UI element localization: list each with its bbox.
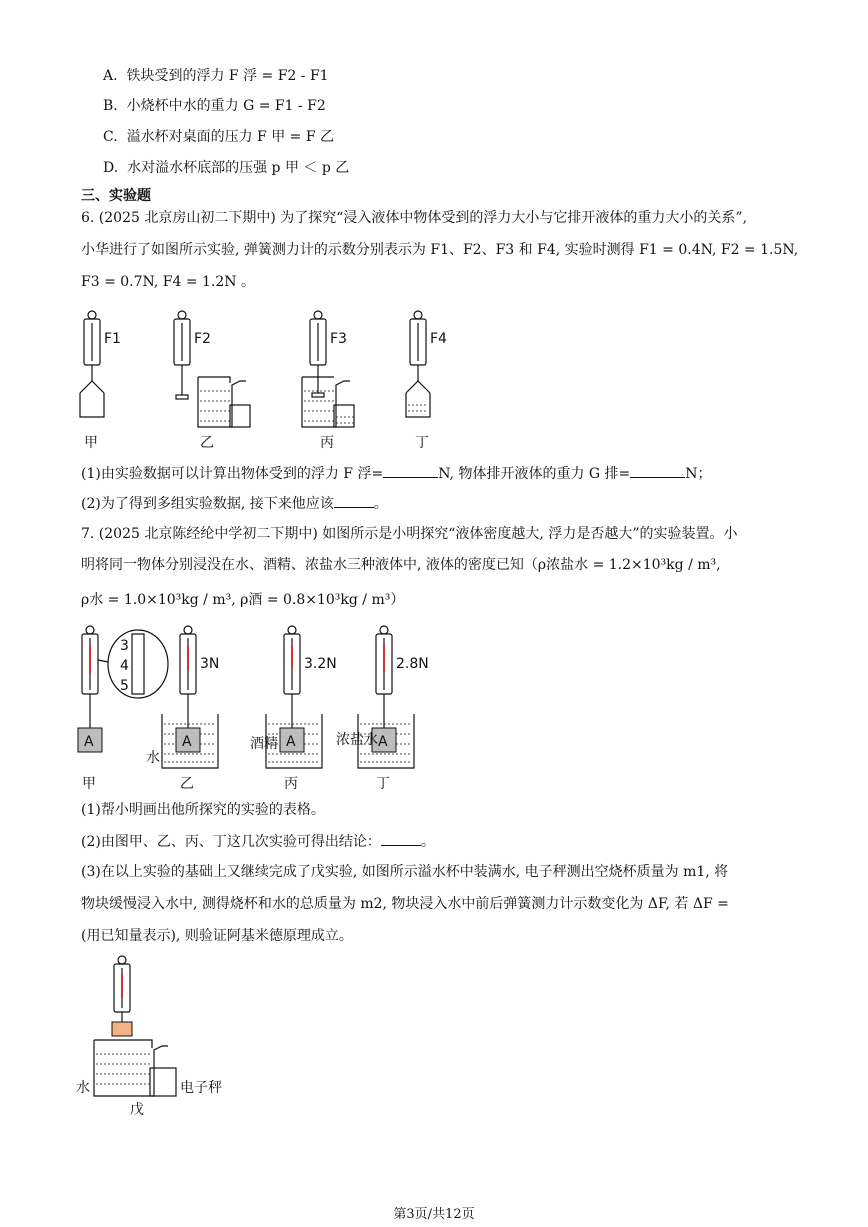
q7-sub3-line3: (用已知量表示), 则验证阿基米德原理成立。 <box>81 928 353 944</box>
q7-liquid-2: 酒精 <box>250 736 278 752</box>
q7-fig-label-2: 乙 <box>180 776 194 792</box>
q7-sub3-line1: (3)在以上实验的基础上又继续完成了戊实验, 如图所示溢水杯中装满水, 电子秤测出空烧杯质量为 m1, 将 <box>81 864 729 880</box>
q6-fig-label-3: 丙 <box>320 435 334 451</box>
q7-block-label-3: A <box>286 734 296 750</box>
q7-figure-wu <box>72 950 252 1120</box>
q6-line2: 小华进行了如图所示实验, 弹簧测力计的示数分别表示为 F1、F2、F3 和 F4, 实验时测得 F1 = 0.4N, F2 = 1.5N, <box>81 242 799 258</box>
q7-sub3-line2: 物块缓慢浸入水中, 测得烧杯和水的总质量为 m2, 物块浸入水中前后弹簧测力计示数变化为 ΔF, 若 ΔF = <box>81 896 729 912</box>
option-b: B. 小烧杯中水的重力 G = F1 - F2 <box>103 98 326 114</box>
q7-sub1: (1)帮小明画出他所探究的实验的表格。 <box>81 802 325 818</box>
q7-reading-1: 3N <box>200 656 220 672</box>
q6-fig-label-1: 甲 <box>84 435 98 451</box>
q7-block-label-1: A <box>84 734 94 750</box>
q7-line3: ρ水 = 1.0×10³kg / m³, ρ酒 = 0.8×10³kg / m³） <box>81 592 405 608</box>
q6-fig-label-2: 乙 <box>200 435 214 451</box>
q7-fig-label-4: 丁 <box>376 776 390 792</box>
q7-sub2: (2)由图甲、乙、丙、丁这几次实验可得出结论： 。 <box>81 834 435 850</box>
q7-figure <box>70 620 450 795</box>
q7-liquid-3: 浓盐水 <box>336 732 378 748</box>
q6-force-label-3: F3 <box>330 331 347 347</box>
option-c: C. 溢水杯对桌面的压力 F 甲 = F 乙 <box>103 129 334 145</box>
q7-reading-3: 2.8N <box>396 656 429 672</box>
q7-line1: 7. (2025 北京陈经纶中学初二下期中) 如图所示是小明探究“液体密度越大, 浮力是否越大”的实验装置。小 <box>81 526 738 542</box>
q7-scale-tick-5: 5 <box>120 678 129 694</box>
q7-line2: 明将同一物体分别浸没在水、酒精、浓盐水三种液体中, 液体的密度已知（ρ浓盐水 = 1.2×10³kg / m³, <box>81 557 721 573</box>
q6-sub2: (2)为了得到多组实验数据, 接下来他应该 。 <box>81 496 388 512</box>
q7-fig5-name: 戊 <box>130 1102 144 1118</box>
q6-force-label-1: F1 <box>104 331 121 347</box>
option-a: A. 铁块受到的浮力 F 浮 = F2 - F1 <box>103 68 329 84</box>
q7-fig5-water: 水 <box>76 1080 90 1096</box>
option-d: D. 水对溢水杯底部的压强 p 甲 ＜ p 乙 <box>103 160 350 176</box>
q7-fig-label-1: 甲 <box>82 776 96 792</box>
q7-scale-tick-3: 3 <box>120 638 129 654</box>
q7-scale-tick-4: 4 <box>120 658 129 674</box>
q7-fig5-scale: 电子秤 <box>180 1080 222 1096</box>
q7-reading-2: 3.2N <box>304 656 337 672</box>
q6-fig-label-4: 丁 <box>415 435 429 451</box>
page-footer: 第3页/共12页 <box>393 1207 475 1222</box>
q6-force-label-2: F2 <box>194 331 211 347</box>
q6-line1: 6. (2025 北京房山初二下期中) 为了探究“浸入液体中物体受到的浮力大小与它排开液体的重力大小的关系”, <box>81 210 748 226</box>
q6-line3: F3 = 0.7N, F4 = 1.2N 。 <box>81 274 255 290</box>
q7-liquid-1: 水 <box>146 750 160 766</box>
q6-figure <box>70 305 470 455</box>
q6-sub1: (1)由实验数据可以计算出物体受到的浮力 F 浮= N, 物体排开液体的重力 G 排= N； <box>81 466 712 482</box>
q7-block-label-4: A <box>378 734 388 750</box>
q7-fig-label-3: 丙 <box>284 776 298 792</box>
q7-block-label-2: A <box>182 734 192 750</box>
q6-force-label-4: F4 <box>430 331 447 347</box>
section-title: 三、实验题 <box>81 188 151 204</box>
